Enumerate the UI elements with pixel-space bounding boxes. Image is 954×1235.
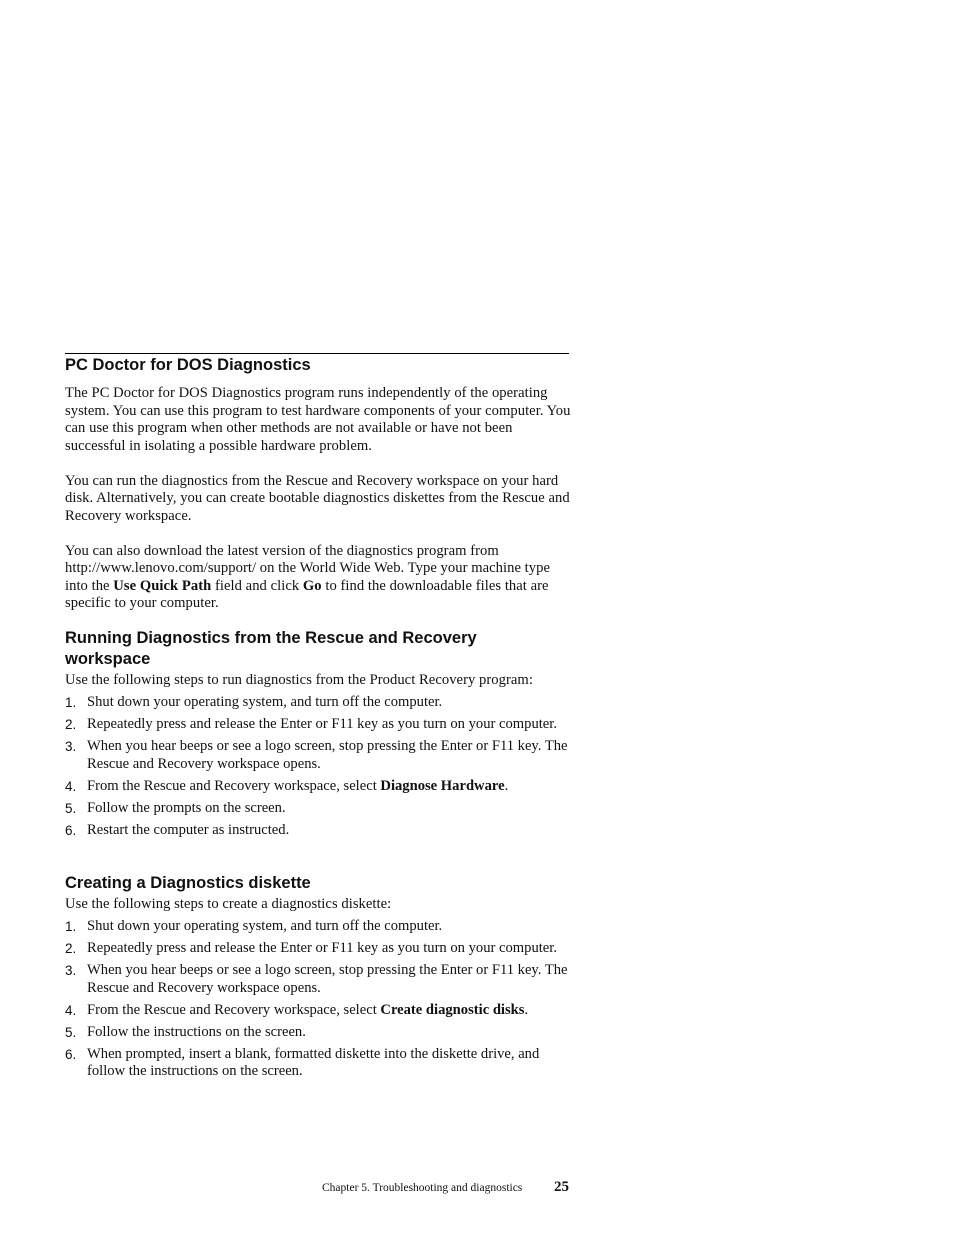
steps-list bbox=[65, 694, 571, 839]
bold-text: Create diagnostic disks bbox=[380, 1001, 525, 1018]
list-item bbox=[65, 694, 571, 712]
text-run: to find the downloadable files that are specific to your computer. bbox=[65, 577, 549, 611]
list-item bbox=[65, 940, 571, 958]
list-item bbox=[65, 1002, 571, 1020]
list-item bbox=[65, 1046, 571, 1081]
list-number: 3. bbox=[65, 963, 77, 978]
list-number: 6. bbox=[65, 1046, 77, 1062]
list-number: 5. bbox=[65, 800, 77, 816]
section-rule bbox=[65, 353, 569, 354]
list-text: Shut down your operating system, and turn off the computer. bbox=[87, 918, 443, 934]
page-number: 25 bbox=[554, 1179, 569, 1195]
text-run: You can also download the latest version of the diagnostics program from http://www.lenovo.com/support/ on the World Wide Web. Type your machine type into the bbox=[65, 542, 551, 594]
section-heading: PC Doctor for DOS Diagnostics bbox=[65, 356, 311, 374]
list-item bbox=[65, 1024, 571, 1042]
list-text-end: . bbox=[524, 1001, 529, 1018]
list-number: 1. bbox=[65, 919, 77, 934]
bold-text: Diagnose Hardware bbox=[380, 777, 505, 794]
section-pc-doctor bbox=[65, 355, 571, 613]
list-text: Repeatedly press and release the Enter or F11 key as you turn on your computer. bbox=[87, 940, 557, 956]
list-number: 5. bbox=[65, 1024, 77, 1040]
paragraph bbox=[65, 543, 571, 613]
text-run: field and click bbox=[211, 577, 303, 594]
chapter-label: Chapter 5. Troubleshooting and diagnostics bbox=[322, 1182, 523, 1194]
list-text: When you hear beeps or see a logo screen, stop pressing the Enter or F11 key. The Rescue and Recovery workspace opens. bbox=[87, 738, 568, 772]
list-text: From the Rescue and Recovery workspace, select bbox=[87, 777, 381, 794]
list-number: 2. bbox=[65, 941, 77, 956]
list-text: Follow the instructions on the screen. bbox=[87, 1023, 306, 1040]
paragraph: You can run the diagnostics from the Rescue and Recovery workspace on your hard disk. Alternatively, you can create bootable diagnostics diskettes from the Rescue and Recovery workspace. bbox=[65, 472, 570, 524]
bold-text: Go bbox=[302, 577, 322, 594]
bold-text: Use Quick Path bbox=[113, 577, 212, 594]
list-number: 1. bbox=[65, 695, 77, 710]
list-text: From the Rescue and Recovery workspace, select bbox=[87, 1001, 381, 1018]
list-item bbox=[65, 918, 571, 936]
list-text: When you hear beeps or see a logo screen, stop pressing the Enter or F11 key. The Rescue and Recovery workspace opens. bbox=[87, 962, 568, 996]
list-item bbox=[65, 962, 571, 997]
list-item bbox=[65, 738, 571, 773]
list-number: 4. bbox=[65, 1002, 77, 1018]
list-text: Follow the prompts on the screen. bbox=[87, 799, 286, 816]
list-text-end: . bbox=[504, 777, 509, 794]
paragraph: The PC Doctor for DOS Diagnostics program runs independently of the operating system. You can use this program to test hardware components of your computer. You can use this program when other methods are not available or have not been successful in isolating a possible hardware problem. bbox=[65, 385, 571, 454]
steps-list bbox=[65, 918, 571, 1081]
list-text: When prompted, insert a blank, formatted diskette into the diskette drive, and follow the instructions on the screen. bbox=[87, 1045, 540, 1079]
intro-text: Use the following steps to run diagnostics from the Product Recovery program: bbox=[65, 672, 533, 688]
list-item bbox=[65, 822, 571, 840]
section-heading: Creating a Diagnostics diskette bbox=[65, 874, 311, 892]
section-creating-diskette bbox=[65, 873, 571, 1085]
list-text: Restart the computer as instructed. bbox=[87, 821, 290, 838]
list-item bbox=[65, 800, 571, 818]
list-number: 4. bbox=[65, 778, 77, 794]
intro-text: Use the following steps to create a diagnostics diskette: bbox=[65, 896, 392, 912]
list-text: Repeatedly press and release the Enter or F11 key as you turn on your computer. bbox=[87, 716, 557, 732]
list-text: Shut down your operating system, and turn off the computer. bbox=[87, 694, 443, 710]
list-number: 6. bbox=[65, 822, 77, 838]
list-number: 3. bbox=[65, 739, 77, 754]
list-item bbox=[65, 716, 571, 734]
section-running-diagnostics bbox=[65, 628, 571, 844]
list-item bbox=[65, 778, 571, 796]
section-heading: Running Diagnostics from the Rescue and Recovery workspace bbox=[65, 629, 477, 668]
list-number: 2. bbox=[65, 717, 77, 732]
